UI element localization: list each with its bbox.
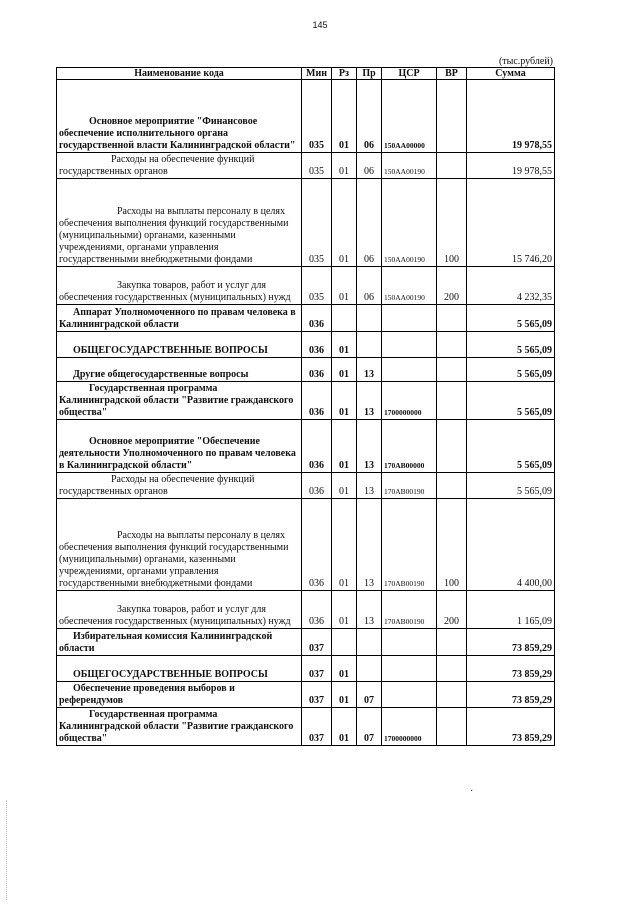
row-rz: 01 xyxy=(332,358,357,382)
row-pr: 13 xyxy=(357,420,382,473)
row-vr xyxy=(437,682,467,708)
row-min: 035 xyxy=(302,179,332,267)
row-rz: 01 xyxy=(332,682,357,708)
row-sum: 5 565,09 xyxy=(467,420,555,473)
budget-table xyxy=(56,67,555,746)
table-row xyxy=(57,499,555,591)
row-vr: 200 xyxy=(437,267,467,305)
row-csr: 170АВ00000 xyxy=(382,420,437,473)
row-pr: 13 xyxy=(357,358,382,382)
row-csr: 150АА00190 xyxy=(382,267,437,305)
row-vr xyxy=(437,420,467,473)
row-pr: 06 xyxy=(357,179,382,267)
row-rz: 01 xyxy=(332,708,357,746)
row-name: Основное мероприятие "Финансовое обеспечение исполнительного органа государственной власти Калининградской области" xyxy=(57,80,302,153)
row-pr: 07 xyxy=(357,708,382,746)
col-name-header: Наименование кода xyxy=(57,68,302,80)
row-min: 037 xyxy=(302,629,332,656)
stray-mark: · xyxy=(470,786,474,797)
row-name: Расходы на выплаты персоналу в целях обеспечения выполнения функций государственными (муниципальными) органами, казенными учреждениями, органами управления государственными внебюджетными фондами xyxy=(57,499,302,591)
table-row xyxy=(57,179,555,267)
row-csr: 1700000000 xyxy=(382,708,437,746)
row-csr xyxy=(382,358,437,382)
row-min: 036 xyxy=(302,358,332,382)
row-name: Закупка товаров, работ и услуг для обеспечения государственных (муниципальных) нужд xyxy=(57,591,302,629)
row-name: Государственная программа Калининградской области "Развитие гражданского общества" xyxy=(57,382,302,420)
row-name: Государственная программа Калининградской области "Развитие гражданского общества" xyxy=(57,708,302,746)
row-pr: 07 xyxy=(357,682,382,708)
row-pr: 13 xyxy=(357,382,382,420)
row-csr: 170АВ00190 xyxy=(382,473,437,499)
row-vr xyxy=(437,382,467,420)
row-sum: 5 565,09 xyxy=(467,332,555,358)
table-row xyxy=(57,332,555,358)
table-row xyxy=(57,708,555,746)
row-sum: 73 859,29 xyxy=(467,708,555,746)
row-name: Расходы на выплаты персоналу в целях обеспечения выполнения функций государственными (муниципальными) органами, казенными учреждениями, органами управления государственными внебюджетными фондами xyxy=(57,179,302,267)
row-vr xyxy=(437,708,467,746)
row-min: 036 xyxy=(302,591,332,629)
row-pr xyxy=(357,332,382,358)
row-csr: 1700000000 xyxy=(382,382,437,420)
row-vr: 200 xyxy=(437,591,467,629)
row-rz: 01 xyxy=(332,473,357,499)
row-min: 035 xyxy=(302,153,332,179)
row-vr xyxy=(437,332,467,358)
row-name: Обеспечение проведения выборов и референдумов xyxy=(57,682,302,708)
row-sum: 5 565,09 xyxy=(467,382,555,420)
row-sum: 73 859,29 xyxy=(467,656,555,682)
row-sum: 5 565,09 xyxy=(467,305,555,332)
col-pr-header: Пр xyxy=(357,68,382,80)
row-vr: 100 xyxy=(437,499,467,591)
row-min: 037 xyxy=(302,708,332,746)
table-row xyxy=(57,591,555,629)
row-name: Расходы на обеспечение функций государственных органов xyxy=(57,473,302,499)
row-sum: 19 978,55 xyxy=(467,153,555,179)
row-csr: 170АВ00190 xyxy=(382,499,437,591)
row-name: Основное мероприятие "Обеспечение деятельности Уполномоченного по правам человека в Калининградской области" xyxy=(57,420,302,473)
row-csr xyxy=(382,656,437,682)
row-pr: 06 xyxy=(357,267,382,305)
row-rz: 01 xyxy=(332,80,357,153)
row-name: Избирательная комиссия Калининградской области xyxy=(57,629,302,656)
row-vr xyxy=(437,80,467,153)
scan-margin-dots xyxy=(6,800,9,900)
table-header-row xyxy=(57,68,555,80)
row-min: 036 xyxy=(302,499,332,591)
row-min: 037 xyxy=(302,682,332,708)
row-csr: 150АА00190 xyxy=(382,153,437,179)
row-rz: 01 xyxy=(332,499,357,591)
row-rz xyxy=(332,305,357,332)
row-rz: 01 xyxy=(332,382,357,420)
row-vr xyxy=(437,473,467,499)
row-name: ОБЩЕГОСУДАРСТВЕННЫЕ ВОПРОСЫ xyxy=(57,332,302,358)
row-pr xyxy=(357,305,382,332)
row-rz: 01 xyxy=(332,656,357,682)
row-rz: 01 xyxy=(332,332,357,358)
col-csr-header: ЦСР xyxy=(382,68,437,80)
row-min: 036 xyxy=(302,420,332,473)
table-row xyxy=(57,682,555,708)
row-name: Закупка товаров, работ и услуг для обеспечения государственных (муниципальных) нужд xyxy=(57,267,302,305)
row-rz: 01 xyxy=(332,420,357,473)
row-vr xyxy=(437,358,467,382)
row-pr xyxy=(357,629,382,656)
table-row xyxy=(57,358,555,382)
row-min: 035 xyxy=(302,80,332,153)
row-pr xyxy=(357,656,382,682)
col-rz-header: Рз xyxy=(332,68,357,80)
row-vr xyxy=(437,656,467,682)
row-min: 037 xyxy=(302,656,332,682)
row-sum: 73 859,29 xyxy=(467,629,555,656)
row-pr: 13 xyxy=(357,499,382,591)
row-sum: 5 565,09 xyxy=(467,473,555,499)
row-rz: 01 xyxy=(332,153,357,179)
units-label: (тыс.рублей) xyxy=(498,56,553,67)
row-min: 036 xyxy=(302,382,332,420)
row-name: Расходы на обеспечение функций государственных органов xyxy=(57,153,302,179)
table-row xyxy=(57,153,555,179)
row-pr: 06 xyxy=(357,153,382,179)
row-sum: 73 859,29 xyxy=(467,682,555,708)
row-pr: 13 xyxy=(357,473,382,499)
row-vr xyxy=(437,629,467,656)
page-number: 145 xyxy=(312,20,328,30)
row-csr: 150АА00190 xyxy=(382,179,437,267)
row-csr xyxy=(382,629,437,656)
row-rz: 01 xyxy=(332,591,357,629)
row-name: Другие общегосударственные вопросы xyxy=(57,358,302,382)
row-rz: 01 xyxy=(332,267,357,305)
col-min-header: Мин xyxy=(302,68,332,80)
table-row xyxy=(57,305,555,332)
row-csr: 150АА00000 xyxy=(382,80,437,153)
table-row xyxy=(57,420,555,473)
table-row xyxy=(57,382,555,420)
col-vr-header: ВР xyxy=(437,68,467,80)
row-pr: 06 xyxy=(357,80,382,153)
row-sum: 1 165,09 xyxy=(467,591,555,629)
row-sum: 15 746,20 xyxy=(467,179,555,267)
row-min: 036 xyxy=(302,473,332,499)
row-csr xyxy=(382,332,437,358)
row-rz xyxy=(332,629,357,656)
row-csr xyxy=(382,305,437,332)
table-row xyxy=(57,80,555,153)
row-vr: 100 xyxy=(437,179,467,267)
row-min: 035 xyxy=(302,267,332,305)
row-sum: 4 400,00 xyxy=(467,499,555,591)
row-min: 036 xyxy=(302,332,332,358)
table-row xyxy=(57,473,555,499)
row-min: 036 xyxy=(302,305,332,332)
row-pr: 13 xyxy=(357,591,382,629)
row-vr xyxy=(437,305,467,332)
table-row xyxy=(57,629,555,656)
row-sum: 4 232,35 xyxy=(467,267,555,305)
row-name: Аппарат Уполномоченного по правам человека в Калининградской области xyxy=(57,305,302,332)
row-sum: 19 978,55 xyxy=(467,80,555,153)
table-row xyxy=(57,656,555,682)
table-row xyxy=(57,267,555,305)
row-csr xyxy=(382,682,437,708)
row-sum: 5 565,09 xyxy=(467,358,555,382)
row-csr: 170АВ00190 xyxy=(382,591,437,629)
row-rz: 01 xyxy=(332,179,357,267)
row-vr xyxy=(437,153,467,179)
row-name: ОБЩЕГОСУДАРСТВЕННЫЕ ВОПРОСЫ xyxy=(57,656,302,682)
col-sum-header: Сумма xyxy=(467,68,555,80)
